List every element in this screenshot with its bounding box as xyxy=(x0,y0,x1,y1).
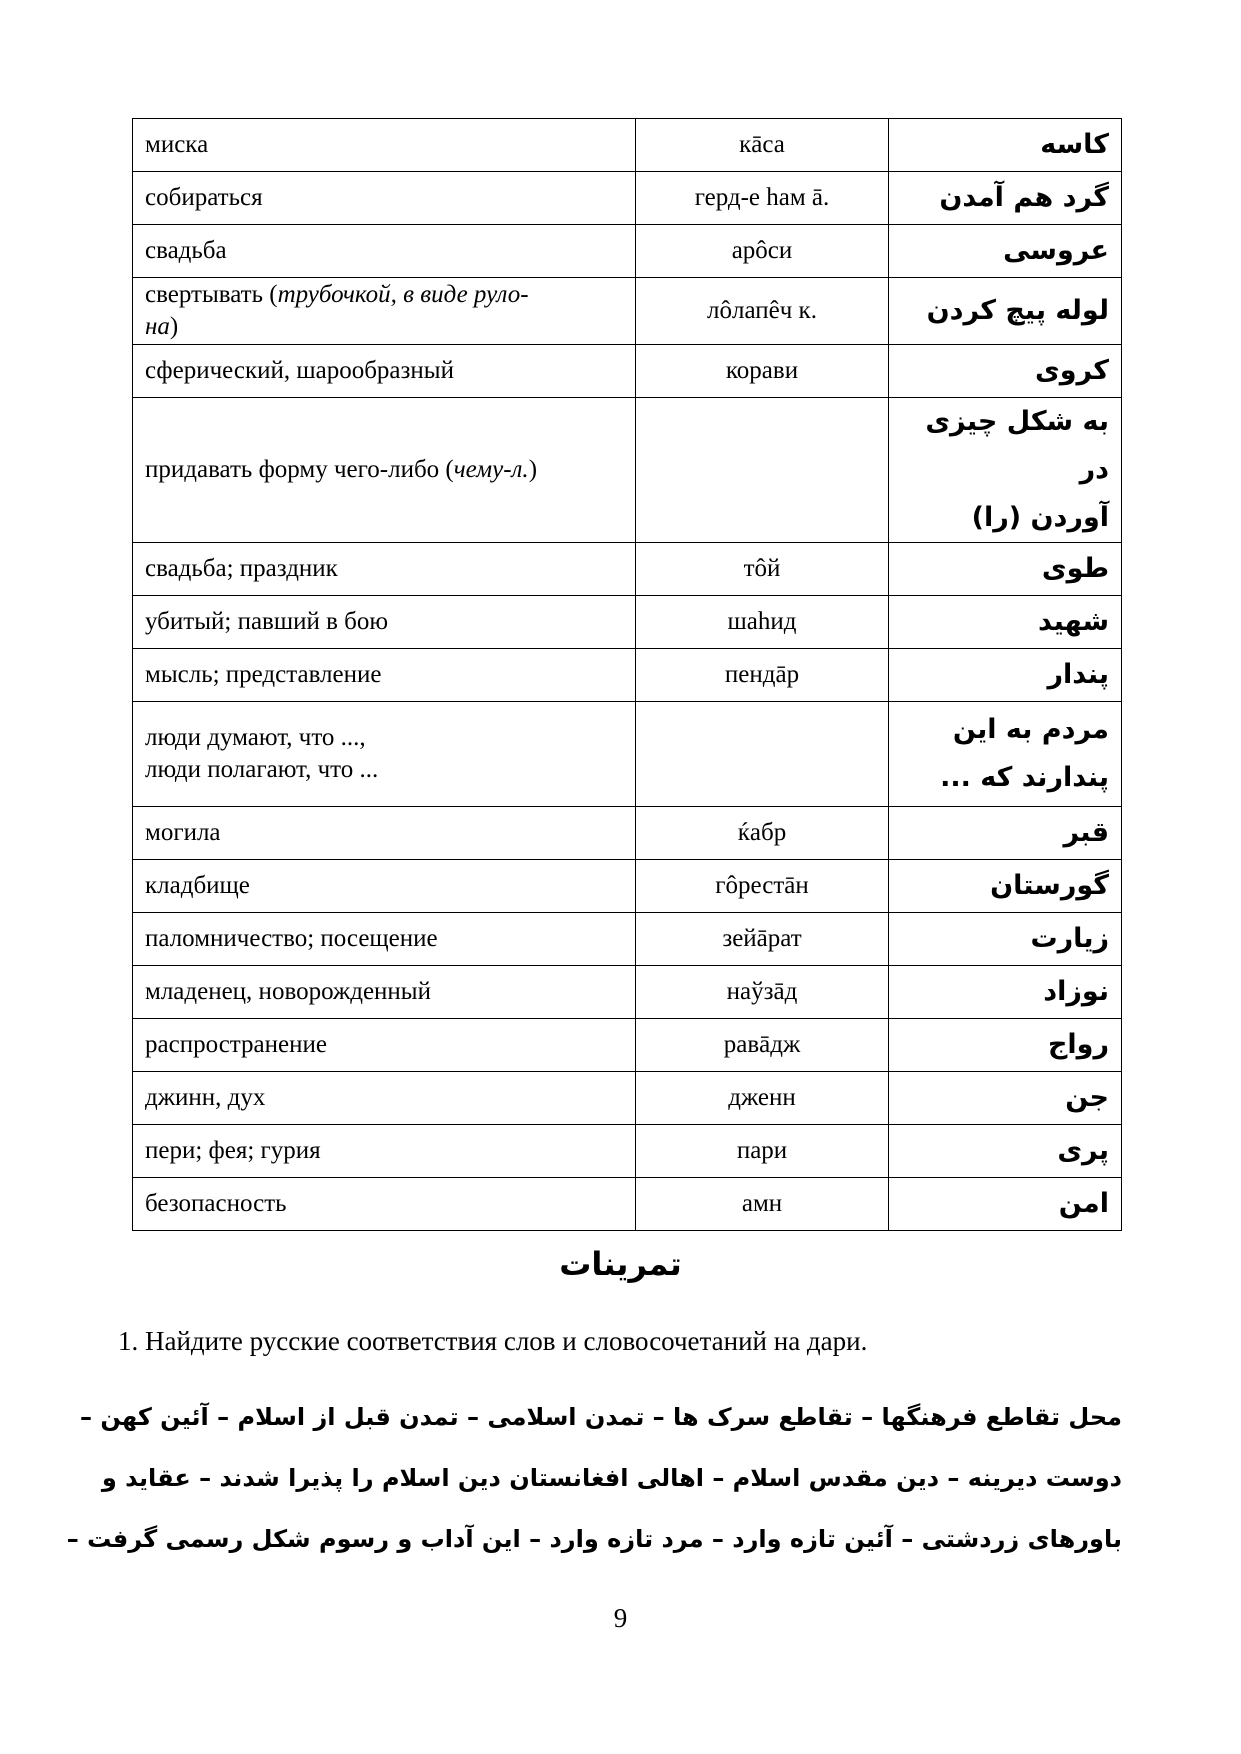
russian-translation: джинн, дух xyxy=(133,1072,636,1125)
vocab-row xyxy=(133,345,1122,398)
vocab-row xyxy=(133,1125,1122,1178)
task-instruction: 1. Найдите русские соответствия слов и словосочетаний на дари. xyxy=(118,1326,868,1356)
dari-word: لوله پیچ کردن xyxy=(889,278,1122,345)
vocab-row xyxy=(133,225,1122,278)
vocab-row xyxy=(133,913,1122,966)
vocab-row xyxy=(133,966,1122,1019)
page-number: 9 xyxy=(613,1603,628,1633)
vocab-row xyxy=(133,119,1122,172)
dari-line: به شکل چیزی در xyxy=(925,406,1109,485)
transliteration xyxy=(636,398,889,543)
section-title: تمرینات xyxy=(559,1245,682,1283)
russian-translation: могила xyxy=(133,807,636,860)
transliteration: дженн xyxy=(636,1072,889,1125)
dari-word: جن xyxy=(889,1072,1122,1125)
dari-word: طوی xyxy=(889,543,1122,596)
vocab-row xyxy=(133,172,1122,225)
exercise-line: باورهای زردشتی – آئین تازه وارد – مرد تازه وارد – این آداب و رسوم شکل رسمی گرفت – xyxy=(66,1525,1122,1553)
russian-translation: свадьба xyxy=(133,225,636,278)
transliteration: равāдж xyxy=(636,1019,889,1072)
russian-translation: придавать форму чего-либо (чему-л.) xyxy=(133,398,636,543)
italic-note: на xyxy=(145,313,170,340)
dari-word: شهید xyxy=(889,596,1122,649)
exercise-line: دوست دیرینه – دین مقدس اسلام – اهالی افغانستان دین اسلام را پذیرا شدند – عقاید و xyxy=(101,1464,1122,1492)
russian-translation: кладбище xyxy=(133,860,636,913)
vocab-row xyxy=(133,702,1122,807)
dari-word: گرد هم آمدن xyxy=(889,172,1122,225)
russian-translation: распространение xyxy=(133,1019,636,1072)
dari-word: کروی xyxy=(889,345,1122,398)
russian-translation: убитый; павший в бою xyxy=(133,596,636,649)
dari-line: پندارند که ... xyxy=(940,762,1109,793)
exercise-word-list xyxy=(66,1387,1122,1570)
exercise-line: محل تقاطع فرهنگها – تقاطع سرک ها – تمدن اسلامی – تمدن قبل از اسلام – آئین کهن – xyxy=(80,1403,1122,1431)
dari-line: آوردن (را) xyxy=(971,502,1109,533)
transliteration: корави xyxy=(636,345,889,398)
transliteration: герд-е hам ā. xyxy=(636,172,889,225)
russian-translation: свертывать (трубочкой, в виде руло- на) xyxy=(133,278,636,345)
transliteration: зейāрат xyxy=(636,913,889,966)
italic-note: чему-л. xyxy=(453,456,529,483)
dari-word: پندار xyxy=(889,649,1122,702)
vocab-row xyxy=(133,278,1122,345)
transliteration: гôрестāн xyxy=(636,860,889,913)
vocabulary-table xyxy=(132,118,1122,1231)
vocabulary-table-body xyxy=(133,119,1122,1231)
russian-translation: собираться xyxy=(133,172,636,225)
russian-translation xyxy=(133,702,636,807)
dari-word: کاسه xyxy=(889,119,1122,172)
russian-translation: свадьба; праздник xyxy=(133,543,636,596)
vocab-row xyxy=(133,596,1122,649)
russian-translation: младенец, новорожденный xyxy=(133,966,636,1019)
vocab-row xyxy=(133,1072,1122,1125)
transliteration xyxy=(636,702,889,807)
dari-word: نوزاد xyxy=(889,966,1122,1019)
russian-translation: сферический, шарообразный xyxy=(133,345,636,398)
dari-word: امن xyxy=(889,1178,1122,1231)
italic-note: трубочкой, в виде руло- xyxy=(277,281,529,308)
transliteration: шаhид xyxy=(636,596,889,649)
russian-translation: безопасность xyxy=(133,1178,636,1231)
vocab-row xyxy=(133,807,1122,860)
dari-word: قبر xyxy=(889,807,1122,860)
transliteration: лôлапêч к. xyxy=(636,278,889,345)
dari-line: مردم به این xyxy=(952,714,1109,745)
transliteration: пендāр xyxy=(636,649,889,702)
russian-translation: мысль; представление xyxy=(133,649,636,702)
vocab-row xyxy=(133,1178,1122,1231)
russian-translation: паломничество; посещение xyxy=(133,913,636,966)
vocab-row xyxy=(133,543,1122,596)
vocab-row xyxy=(133,398,1122,543)
transliteration: арôси xyxy=(636,225,889,278)
transliteration: наўзāд xyxy=(636,966,889,1019)
transliteration: пари xyxy=(636,1125,889,1178)
russian-translation: пери; фея; гурия xyxy=(133,1125,636,1178)
vocab-row xyxy=(133,649,1122,702)
transliteration: кāса xyxy=(636,119,889,172)
dari-word: عروسی xyxy=(889,225,1122,278)
russian-translation: миска xyxy=(133,119,636,172)
vocab-row xyxy=(133,860,1122,913)
vocab-row xyxy=(133,1019,1122,1072)
dari-word: گورستان xyxy=(889,860,1122,913)
dari-word xyxy=(889,702,1122,807)
dari-word xyxy=(889,398,1122,543)
dari-word: زیارت xyxy=(889,913,1122,966)
dari-word: رواج xyxy=(889,1019,1122,1072)
transliteration: тôй xyxy=(636,543,889,596)
transliteration: амн xyxy=(636,1178,889,1231)
transliteration: ќабр xyxy=(636,807,889,860)
translation-line: люди думают, что ..., xyxy=(145,724,366,751)
dari-word: پری xyxy=(889,1125,1122,1178)
translation-line: люди полагают, что ... xyxy=(145,756,379,783)
